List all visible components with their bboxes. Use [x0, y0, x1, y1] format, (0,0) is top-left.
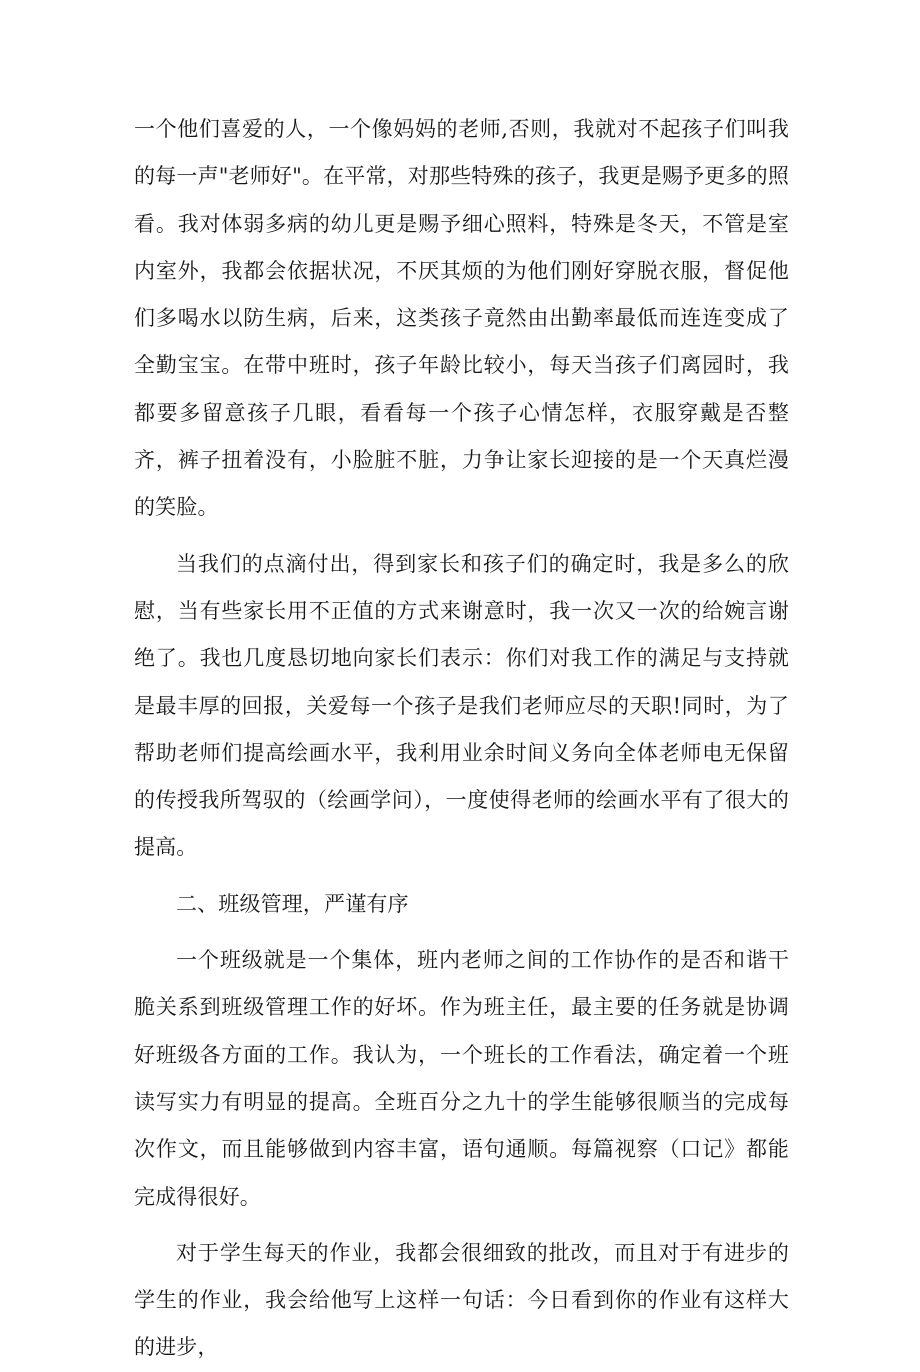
- paragraph-parents-recognition: 当我们的点滴付出，得到家长和孩子们的确定时，我是多么的欣慰，当有些家长用不正值的方式来谢意时，我一次又一次的给婉言谢绝了。我也几度恳切地向家长们表示：你们对我工作的满足与支持就是最丰厚的回报，关爱每一个孩子是我们老师应尽的天职!同时，为了帮助老师们提高绘画水平，我利用业余时间义务向全体老师电无保留的传授我所驾驭的（绘画学问），一度使得老师的绘画水平有了很大的提高。: [134, 551, 789, 860]
- paragraph-class-collective: 一个班级就是一个集体，班内老师之间的工作协作的是否和谐干脆关系到班级管理工作的好坏。作为班主任，最主要的任务就是协调好班级各方面的工作。我认为，一个班长的工作看法，确定着一个班读写实力有明显的提高。全班百分之九十的学生能够很顺当的完成每次作文，而且能够做到内容丰富，语句通顺。每篇视察（口记》都能完成得很好。: [134, 948, 789, 1209]
- document-body: [134, 106, 789, 1372]
- paragraph-care-for-children: 一个他们喜爱的人，一个像妈妈的老师,否则，我就对不起孩子们叫我的每一声"老师好"。在平常，对那些特殊的孩子，我更是赐予更多的照看。我对体弱多病的幼儿更是赐予细心照料，特殊是冬天，不管是室内室外，我都会依据状况，不厌其烦的为他们刚好穿脱衣服，督促他们多喝水以防生病，后来，这类孩子竟然由出勤率最低而连连变成了全勤宝宝。在带中班时，孩子年龄比较小，每天当孩子们离园时，我都要多留意孩子几眼，看看每一个孩子心情怎样，衣服穿戴是否整齐，裤子扭着没有，小脸脏不脏，力争让家长迎接的是一个天真烂漫的笑脸。: [134, 117, 789, 520]
- section-heading-class-management: 二、班级管理，严谨有序: [176, 891, 409, 916]
- paragraph-homework-review: 对于学生每天的作业，我都会很细致的批改，而且对于有进步的学生的作业，我会给他写上这样一句话：今日看到你的作业有这样大的进步，: [134, 1240, 789, 1360]
